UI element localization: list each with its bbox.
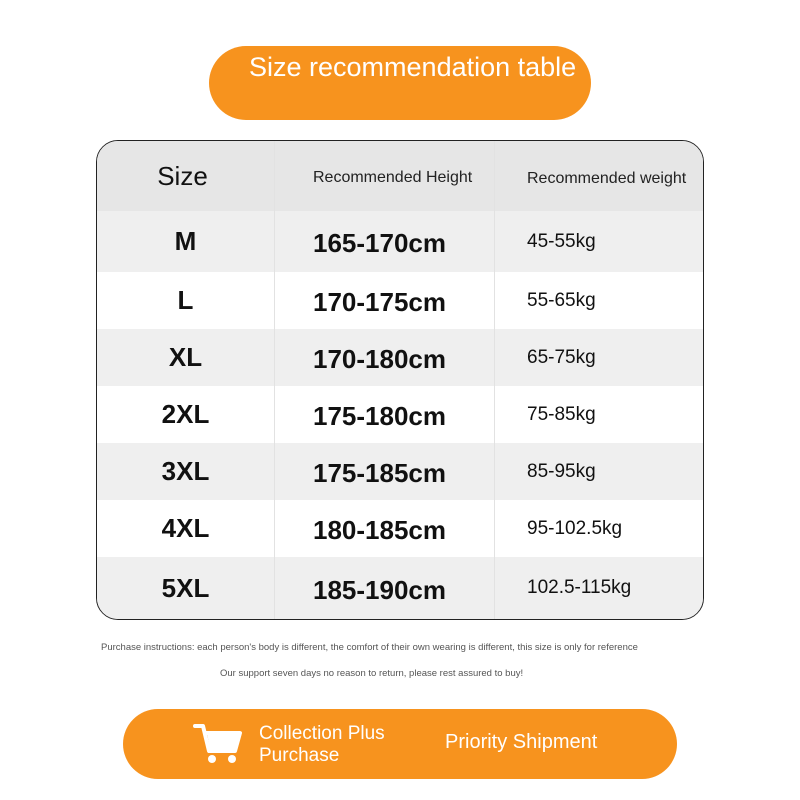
table-header [97,141,703,211]
height-cell: 165-170cm [275,211,495,272]
height-cell: 185-190cm [275,557,495,619]
weight-cell: 95-102.5kg [527,517,623,539]
priority-shipment-button[interactable]: Priority Shipment [445,731,598,753]
weight-cell: 55-65kg [527,289,596,311]
table-row [97,443,703,500]
table-row [97,386,703,443]
size-cell: M [97,211,275,272]
action-bar[interactable] [123,709,677,779]
support-note: Our support seven days no reason to return, please rest assured to buy! [220,668,524,679]
height-cell: 170-175cm [275,272,495,329]
weight-cell: 65-75kg [527,346,596,368]
height-cell: 175-185cm [275,443,495,500]
header-size: Size [97,141,275,211]
header-weight: Recommended weight [527,169,687,187]
table-row [97,329,703,386]
size-table [96,140,704,620]
table-row [97,272,703,329]
weight-cell: 85-95kg [527,460,596,482]
collection-plus-purchase-button[interactable]: Collection Plus Purchase [259,723,385,766]
purchase-instructions: Purchase instructions: each person's body is different, the comfort of their own wearing is different, this size is only for reference [101,642,638,653]
height-cell: 170-180cm [275,329,495,386]
weight-cell: 102.5-115kg [527,577,632,598]
table-row [97,557,703,619]
size-cell: 2XL [97,386,275,443]
header-height: Recommended Height [275,141,495,211]
size-cell: 5XL [97,557,275,619]
size-cell: 4XL [97,500,275,557]
page-title: Size recommendation table [249,52,577,82]
size-cell: 3XL [97,443,275,500]
table-row [97,211,703,272]
title-banner [209,46,591,120]
table-row [97,500,703,557]
shopping-cart-icon[interactable] [193,721,243,765]
weight-cell: 45-55kg [527,230,596,252]
height-cell: 180-185cm [275,500,495,557]
height-cell: 175-180cm [275,386,495,443]
size-cell: L [97,272,275,329]
size-cell: XL [97,329,275,386]
weight-cell: 75-85kg [527,403,596,425]
